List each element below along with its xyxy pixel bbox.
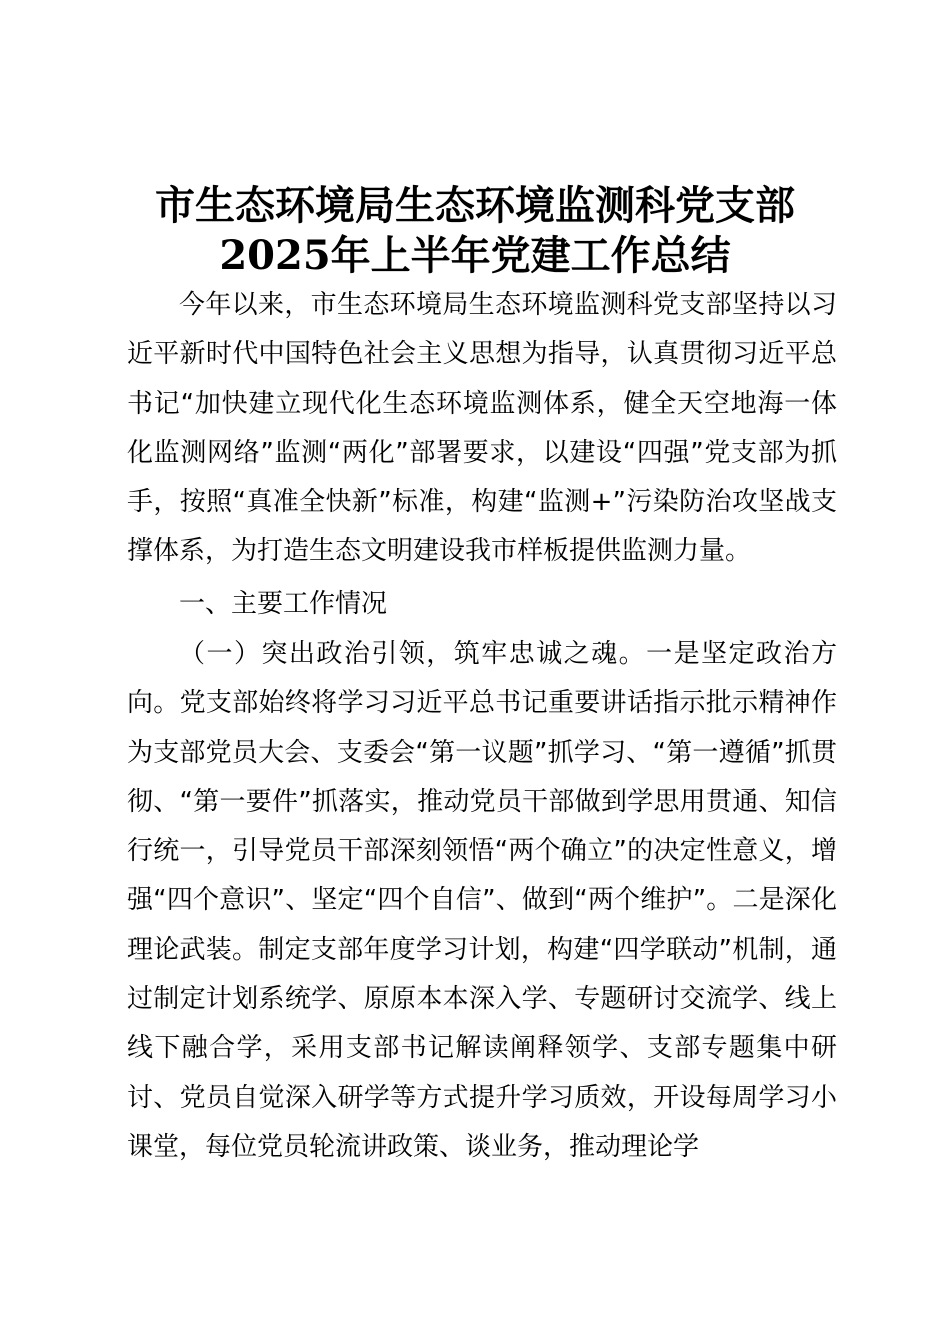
- document-title-line1: 市生态环境局生态环境监测科党支部: [155, 182, 795, 229]
- section-heading: 一、主要工作情况: [179, 589, 388, 619]
- intro-paragraph: 今年以来，市生态环境局生态环境监测科党支部坚持以习近平新时代中国特色社会主义思想为指导，认真贯彻习近平总书记“加快建立现代化生态环境监测体系，健全天空地海一体化监测网络”监测“两化”部署要求，以建设“四强”党支部为抓手，按照“真准全快新”标准，构建“监测+”污染防治攻坚战支撑体系，为打造生态文明建设我市样板提供监测力量。: [127, 290, 837, 567]
- document-title-line2: 2025年上半年党建工作总结: [219, 232, 731, 279]
- section-paragraph: （一）突出政治引领，筑牢忠诚之魂。一是坚定政治方向。党支部始终将学习习近平总书记重要讲话指示批示精神作为支部党员大会、支委会“第一议题”抓学习、“第一遵循”抓贯彻、“第一要件”抓落实，推动党员干部做到学思用贯通、知信行统一，引导党员干部深刻领悟“两个确立”的决定性意义，增强“四个意识”、坚定“四个自信”、做到“两个维护”。二是深化理论武装。制定支部年度学习计划，构建“四学联动”机制，通过制定计划系统学、原原本本深入学、专题研讨交流学、线上线下融合学，采用支部书记解读阐释领学、支部专题集中研讨、党员自觉深入研学等方式提升学习质效，开设每周学习小课堂，每位党员轮流讲政策、谈业务，推动理论学: [127, 639, 837, 1162]
